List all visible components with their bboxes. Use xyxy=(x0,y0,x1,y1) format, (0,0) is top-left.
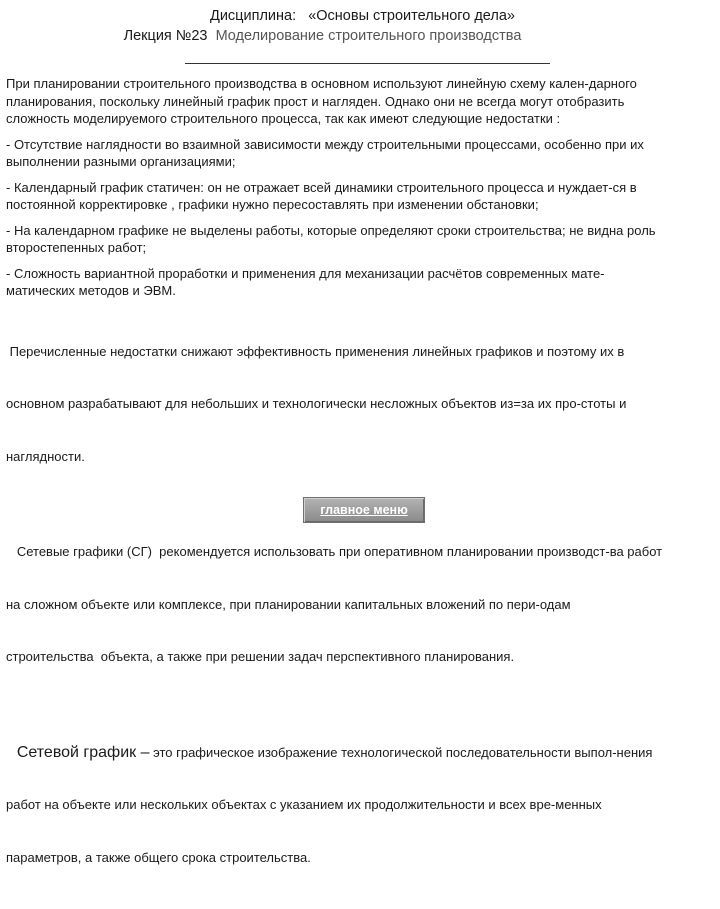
paragraph-network-graphs xyxy=(6,508,720,701)
header-divider xyxy=(185,63,550,64)
text-line: на сложном объекте или комплексе, при планировании капитальных вложений по пери-одам xyxy=(6,596,571,612)
discipline-line xyxy=(0,6,720,26)
text-line: - Сложность вариантной проработки и применения для механизации расчётов современных мате- xyxy=(6,265,605,281)
lecture-label: Лекция №23 xyxy=(123,28,208,44)
text-line: параметров, а также общего срока строительства. xyxy=(6,849,311,865)
discipline-title: «Основы строительного дела» xyxy=(308,8,515,24)
paragraph-drawback-3 xyxy=(6,222,720,257)
paragraph-drawback-4 xyxy=(6,265,720,300)
paragraph-conclusion xyxy=(6,308,720,501)
lecture-line xyxy=(0,26,720,46)
text-line: постоянной корректировке , графики нужно пересоставлять при изменении обстановки; xyxy=(6,197,539,212)
definition-first-line xyxy=(6,744,720,762)
text-line: выполнении разными организациями; xyxy=(6,154,236,169)
text-line: Сетевые графики (СГ) рекомендуется использовать при оперативном планировании производст-ва работ xyxy=(6,544,663,559)
text-line: планирования, поскольку линейный график прост и нагляден. Однако они не всегда могут отобразить xyxy=(6,93,625,109)
main-menu-button[interactable]: главное меню xyxy=(303,497,425,523)
paragraph-intro xyxy=(6,75,720,128)
text-line: сложность моделируемого строительного процесса, так как имеют следующие недостатки : xyxy=(6,111,561,126)
definition-text: это графическое изображение технологической последовательности выпол-нения xyxy=(149,744,653,760)
text-line: матических методов и ЭВМ. xyxy=(6,283,176,298)
text-line: второстепенных работ; xyxy=(6,240,147,255)
lecture-title: Моделирование строительного производства xyxy=(215,28,522,44)
text-line: - Отсутствие наглядности во взаимной зависимости между строительными процессами, особенно при их xyxy=(6,136,644,152)
slide-header xyxy=(0,6,720,46)
text-line: наглядности. xyxy=(6,448,85,464)
lecture-body xyxy=(6,75,720,909)
text-line: При планировании строительного производства в основном используют линейную схему кален-дарного xyxy=(6,76,637,91)
paragraph-drawback-2 xyxy=(6,179,720,214)
discipline-label: Дисциплина: xyxy=(210,8,297,24)
text-line: - На календарном графике не выделены работы, которые определяют сроки строительства; не видна роль xyxy=(6,222,656,238)
text-line: основном разрабатывают для небольших и технологически несложных объектов из=за их про-стоты и xyxy=(6,396,627,411)
definition-term: Сетевой график – xyxy=(16,743,150,761)
paragraph-definition xyxy=(6,709,720,902)
text-line: строительства объекта, а также при решении задач перспективного планирования. xyxy=(6,649,515,664)
paragraph-drawback-1 xyxy=(6,136,720,171)
text-line: Перечисленные недостатки снижают эффективность применения линейных графиков и поэтому их в xyxy=(6,343,625,359)
text-line: работ на объекте или нескольких объектах с указанием их продолжительности и всех вре-менных xyxy=(6,797,602,812)
text-line: - Календарный график статичен: он не отражает всей динамики строительного процесса и нуждает-ся в xyxy=(6,179,637,195)
